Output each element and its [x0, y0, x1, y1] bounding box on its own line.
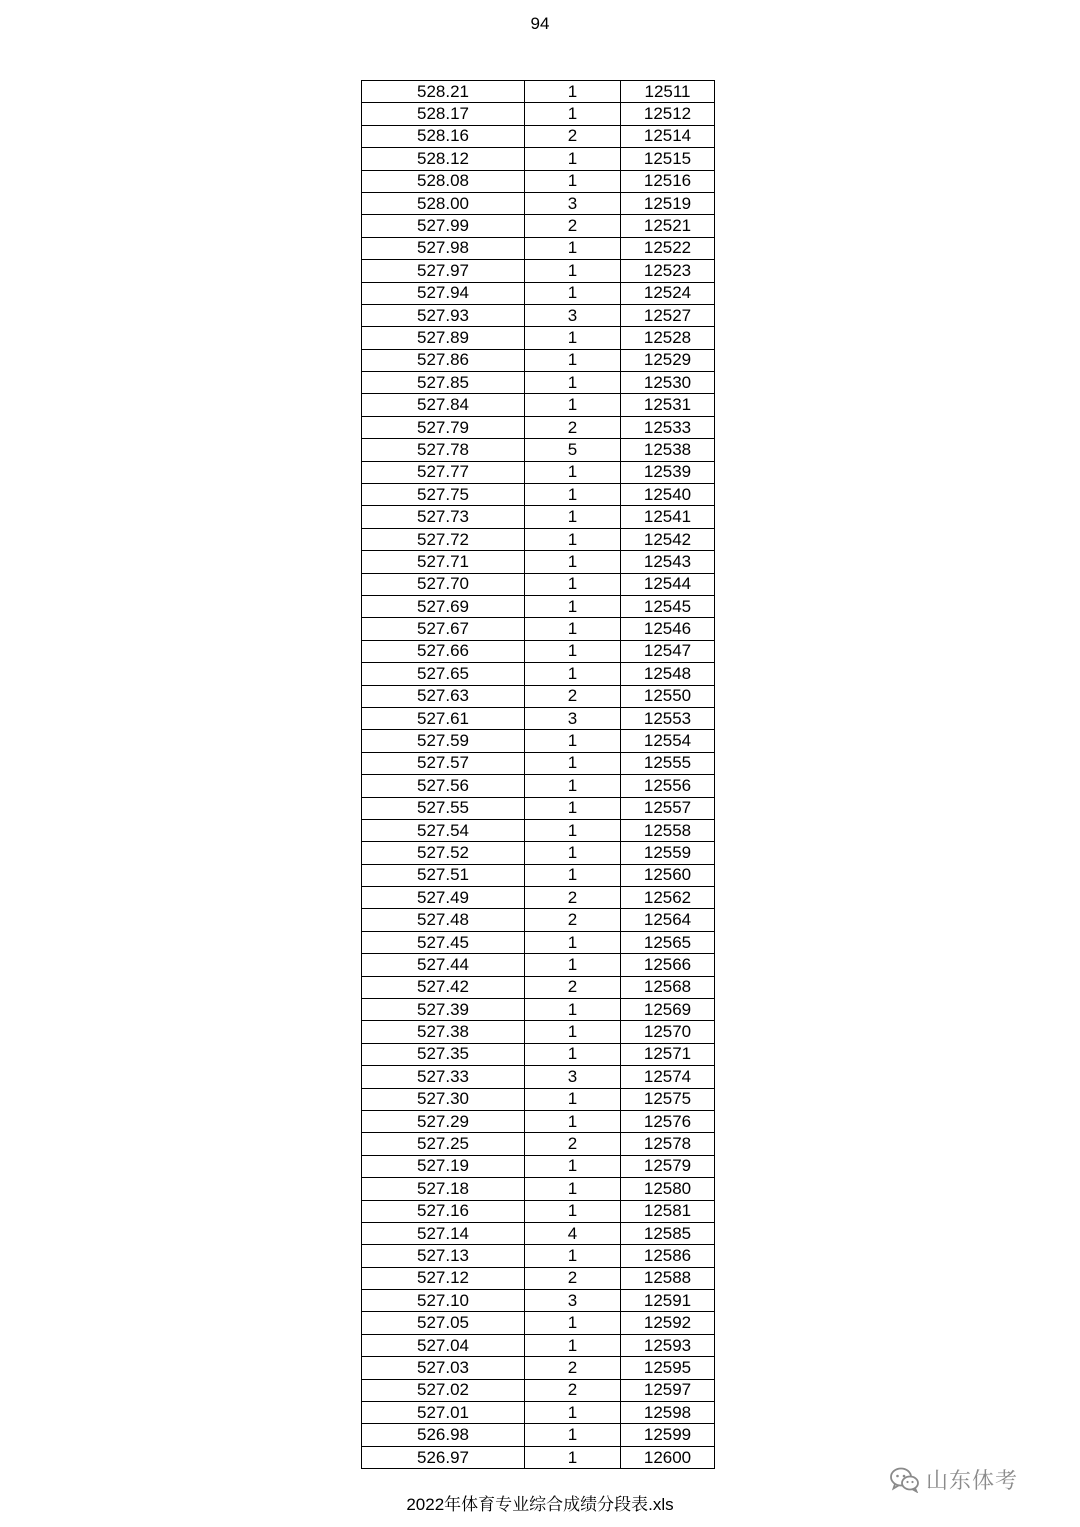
- table-row: [362, 1357, 715, 1379]
- cumulative-cell: 12565: [621, 931, 715, 953]
- cumulative-cell: 12516: [621, 170, 715, 192]
- cumulative-cell: 12514: [621, 125, 715, 147]
- cumulative-cell: 12545: [621, 595, 715, 617]
- count-cell: 1: [525, 1178, 621, 1200]
- score-cell: 527.12: [362, 1267, 525, 1289]
- count-cell: 1: [525, 1200, 621, 1222]
- table-row: [362, 1066, 715, 1088]
- count-cell: 1: [525, 461, 621, 483]
- table-row: [362, 864, 715, 886]
- table-row: [362, 573, 715, 595]
- score-cell: 526.98: [362, 1424, 525, 1446]
- table-row: [362, 1267, 715, 1289]
- cumulative-cell: 12585: [621, 1222, 715, 1244]
- table-row: [362, 707, 715, 729]
- cumulative-cell: 12554: [621, 730, 715, 752]
- cumulative-cell: 12562: [621, 887, 715, 909]
- table-row: [362, 909, 715, 931]
- cumulative-cell: 12519: [621, 192, 715, 214]
- count-cell: 1: [525, 506, 621, 528]
- score-cell: 527.48: [362, 909, 525, 931]
- score-cell: 527.39: [362, 999, 525, 1021]
- score-cell: 527.93: [362, 304, 525, 326]
- file-name-footer: 2022年体育专业综合成绩分段表.xls: [406, 1495, 674, 1514]
- cumulative-cell: 12531: [621, 394, 715, 416]
- count-cell: 1: [525, 819, 621, 841]
- table-row: [362, 595, 715, 617]
- count-cell: 1: [525, 864, 621, 886]
- cumulative-cell: 12564: [621, 909, 715, 931]
- cumulative-cell: 12595: [621, 1357, 715, 1379]
- score-cell: 527.70: [362, 573, 525, 595]
- cumulative-cell: 12511: [621, 81, 715, 103]
- table-row: [362, 237, 715, 259]
- cumulative-cell: 12592: [621, 1312, 715, 1334]
- table-row: [362, 1424, 715, 1446]
- cumulative-cell: 12569: [621, 999, 715, 1021]
- cumulative-cell: 12555: [621, 752, 715, 774]
- table-row: [362, 685, 715, 707]
- score-cell: 527.29: [362, 1110, 525, 1132]
- cumulative-cell: 12586: [621, 1245, 715, 1267]
- score-cell: 527.94: [362, 282, 525, 304]
- cumulative-cell: 12579: [621, 1155, 715, 1177]
- count-cell: 1: [525, 81, 621, 103]
- score-cell: 527.42: [362, 976, 525, 998]
- count-cell: 1: [525, 372, 621, 394]
- score-cell: 527.02: [362, 1379, 525, 1401]
- count-cell: 1: [525, 1021, 621, 1043]
- score-cell: 527.66: [362, 640, 525, 662]
- score-cell: 527.03: [362, 1357, 525, 1379]
- table-row: [362, 797, 715, 819]
- table-row: [362, 887, 715, 909]
- count-cell: 1: [525, 842, 621, 864]
- count-cell: 1: [525, 752, 621, 774]
- score-cell: 527.72: [362, 528, 525, 550]
- count-cell: 1: [525, 484, 621, 506]
- cumulative-cell: 12576: [621, 1110, 715, 1132]
- score-cell: 527.14: [362, 1222, 525, 1244]
- score-table-body: [362, 81, 715, 1469]
- cumulative-cell: 12558: [621, 819, 715, 841]
- cumulative-cell: 12527: [621, 304, 715, 326]
- watermark: [890, 1464, 1018, 1495]
- count-cell: 1: [525, 954, 621, 976]
- table-row: [362, 528, 715, 550]
- table-row: [362, 1402, 715, 1424]
- table-row: [362, 775, 715, 797]
- cumulative-cell: 12522: [621, 237, 715, 259]
- table-row: [362, 349, 715, 371]
- count-cell: 1: [525, 1312, 621, 1334]
- cumulative-cell: 12544: [621, 573, 715, 595]
- table-row: [362, 640, 715, 662]
- count-cell: 1: [525, 237, 621, 259]
- cumulative-cell: 12566: [621, 954, 715, 976]
- count-cell: 1: [525, 148, 621, 170]
- table-row: [362, 506, 715, 528]
- score-cell: 527.86: [362, 349, 525, 371]
- table-row: [362, 304, 715, 326]
- cumulative-cell: 12530: [621, 372, 715, 394]
- wechat-icon: [890, 1467, 920, 1493]
- cumulative-cell: 12542: [621, 528, 715, 550]
- score-cell: 527.89: [362, 327, 525, 349]
- score-cell: 527.45: [362, 931, 525, 953]
- table-row: [362, 663, 715, 685]
- table-row: [362, 618, 715, 640]
- cumulative-cell: 12524: [621, 282, 715, 304]
- count-cell: 1: [525, 1245, 621, 1267]
- cumulative-cell: 12512: [621, 103, 715, 125]
- cumulative-cell: 12529: [621, 349, 715, 371]
- score-cell: 527.55: [362, 797, 525, 819]
- score-cell: 528.17: [362, 103, 525, 125]
- count-cell: 2: [525, 909, 621, 931]
- table-row: [362, 1312, 715, 1334]
- score-cell: 527.71: [362, 551, 525, 573]
- table-row: [362, 215, 715, 237]
- count-cell: 1: [525, 999, 621, 1021]
- score-cell: 527.10: [362, 1290, 525, 1312]
- count-cell: 3: [525, 192, 621, 214]
- score-cell: 527.99: [362, 215, 525, 237]
- score-cell: 527.73: [362, 506, 525, 528]
- score-cell: 527.52: [362, 842, 525, 864]
- cumulative-cell: 12528: [621, 327, 715, 349]
- score-cell: 527.01: [362, 1402, 525, 1424]
- score-cell: 527.98: [362, 237, 525, 259]
- cumulative-cell: 12523: [621, 260, 715, 282]
- table-row: [362, 1245, 715, 1267]
- score-cell: 527.54: [362, 819, 525, 841]
- table-row: [362, 1088, 715, 1110]
- cumulative-cell: 12588: [621, 1267, 715, 1289]
- cumulative-cell: 12557: [621, 797, 715, 819]
- count-cell: 1: [525, 528, 621, 550]
- score-cell: 527.04: [362, 1334, 525, 1356]
- cumulative-cell: 12533: [621, 416, 715, 438]
- count-cell: 2: [525, 1379, 621, 1401]
- score-cell: 527.67: [362, 618, 525, 640]
- score-cell: 527.33: [362, 1066, 525, 1088]
- cumulative-cell: 12556: [621, 775, 715, 797]
- count-cell: 1: [525, 640, 621, 662]
- count-cell: 2: [525, 125, 621, 147]
- table-row: [362, 1222, 715, 1244]
- table-row: [362, 148, 715, 170]
- score-cell: 528.16: [362, 125, 525, 147]
- count-cell: 1: [525, 1446, 621, 1468]
- score-cell: 527.05: [362, 1312, 525, 1334]
- table-row: [362, 103, 715, 125]
- count-cell: 2: [525, 976, 621, 998]
- count-cell: 4: [525, 1222, 621, 1244]
- table-row: [362, 394, 715, 416]
- table-row: [362, 1200, 715, 1222]
- score-cell: 527.97: [362, 260, 525, 282]
- cumulative-cell: 12578: [621, 1133, 715, 1155]
- count-cell: 1: [525, 1043, 621, 1065]
- score-cell: 527.69: [362, 595, 525, 617]
- count-cell: 1: [525, 931, 621, 953]
- score-cell: 527.30: [362, 1088, 525, 1110]
- score-cell: 527.51: [362, 864, 525, 886]
- count-cell: 2: [525, 1357, 621, 1379]
- count-cell: 1: [525, 618, 621, 640]
- table-row: [362, 192, 715, 214]
- table-row: [362, 81, 715, 103]
- table-row: [362, 730, 715, 752]
- score-cell: 527.63: [362, 685, 525, 707]
- table-row: [362, 842, 715, 864]
- count-cell: 1: [525, 103, 621, 125]
- score-cell: 527.18: [362, 1178, 525, 1200]
- score-cell: 527.35: [362, 1043, 525, 1065]
- count-cell: 5: [525, 439, 621, 461]
- cumulative-cell: 12591: [621, 1290, 715, 1312]
- score-cell: 527.79: [362, 416, 525, 438]
- table-row: [362, 439, 715, 461]
- count-cell: 1: [525, 394, 621, 416]
- table-row: [362, 1133, 715, 1155]
- count-cell: 1: [525, 170, 621, 192]
- score-cell: 527.84: [362, 394, 525, 416]
- table-row: [362, 1379, 715, 1401]
- count-cell: 1: [525, 775, 621, 797]
- count-cell: 1: [525, 349, 621, 371]
- score-cell: 527.44: [362, 954, 525, 976]
- cumulative-cell: 12550: [621, 685, 715, 707]
- cumulative-cell: 12538: [621, 439, 715, 461]
- table-row: [362, 1334, 715, 1356]
- cumulative-cell: 12580: [621, 1178, 715, 1200]
- count-cell: 2: [525, 685, 621, 707]
- count-cell: 2: [525, 215, 621, 237]
- table-row: [362, 416, 715, 438]
- cumulative-cell: 12568: [621, 976, 715, 998]
- score-cell: 526.97: [362, 1446, 525, 1468]
- score-cell: 527.59: [362, 730, 525, 752]
- table-row: [362, 282, 715, 304]
- count-cell: 1: [525, 797, 621, 819]
- table-row: [362, 170, 715, 192]
- table-row: [362, 1043, 715, 1065]
- table-row: [362, 819, 715, 841]
- table-row: [362, 260, 715, 282]
- table-row: [362, 1021, 715, 1043]
- cumulative-cell: 12559: [621, 842, 715, 864]
- count-cell: 1: [525, 551, 621, 573]
- cumulative-cell: 12548: [621, 663, 715, 685]
- table-row: [362, 1446, 715, 1468]
- score-cell: 527.65: [362, 663, 525, 685]
- table-row: [362, 752, 715, 774]
- count-cell: 1: [525, 1402, 621, 1424]
- score-table: [361, 80, 715, 1469]
- score-cell: 527.78: [362, 439, 525, 461]
- cumulative-cell: 12547: [621, 640, 715, 662]
- score-cell: 527.57: [362, 752, 525, 774]
- count-cell: 3: [525, 1290, 621, 1312]
- score-cell: 527.13: [362, 1245, 525, 1267]
- count-cell: 1: [525, 1155, 621, 1177]
- table-row: [362, 372, 715, 394]
- score-cell: 528.00: [362, 192, 525, 214]
- cumulative-cell: 12570: [621, 1021, 715, 1043]
- cumulative-cell: 12521: [621, 215, 715, 237]
- cumulative-cell: 12560: [621, 864, 715, 886]
- count-cell: 1: [525, 573, 621, 595]
- table-row: [362, 125, 715, 147]
- cumulative-cell: 12571: [621, 1043, 715, 1065]
- count-cell: 2: [525, 416, 621, 438]
- cumulative-cell: 12540: [621, 484, 715, 506]
- score-cell: 528.12: [362, 148, 525, 170]
- score-cell: 527.75: [362, 484, 525, 506]
- count-cell: 2: [525, 1267, 621, 1289]
- score-cell: 527.77: [362, 461, 525, 483]
- score-cell: 528.08: [362, 170, 525, 192]
- cumulative-cell: 12546: [621, 618, 715, 640]
- cumulative-cell: 12541: [621, 506, 715, 528]
- cumulative-cell: 12543: [621, 551, 715, 573]
- count-cell: 2: [525, 1133, 621, 1155]
- score-cell: 527.38: [362, 1021, 525, 1043]
- score-cell: 527.49: [362, 887, 525, 909]
- score-cell: 527.16: [362, 1200, 525, 1222]
- table-row: [362, 1155, 715, 1177]
- score-cell: 527.56: [362, 775, 525, 797]
- count-cell: 1: [525, 1334, 621, 1356]
- cumulative-cell: 12593: [621, 1334, 715, 1356]
- count-cell: 3: [525, 304, 621, 326]
- table-row: [362, 461, 715, 483]
- cumulative-cell: 12574: [621, 1066, 715, 1088]
- table-row: [362, 954, 715, 976]
- count-cell: 3: [525, 707, 621, 729]
- table-row: [362, 1178, 715, 1200]
- table-row: [362, 327, 715, 349]
- count-cell: 1: [525, 327, 621, 349]
- score-cell: 527.85: [362, 372, 525, 394]
- cumulative-cell: 12581: [621, 1200, 715, 1222]
- table-row: [362, 1110, 715, 1132]
- cumulative-cell: 12597: [621, 1379, 715, 1401]
- cumulative-cell: 12515: [621, 148, 715, 170]
- score-cell: 527.61: [362, 707, 525, 729]
- watermark-text: 山东体考: [926, 1468, 1019, 1493]
- table-row: [362, 931, 715, 953]
- table-row: [362, 551, 715, 573]
- cumulative-cell: 12553: [621, 707, 715, 729]
- count-cell: 1: [525, 260, 621, 282]
- count-cell: 1: [525, 1088, 621, 1110]
- table-row: [362, 976, 715, 998]
- count-cell: 1: [525, 282, 621, 304]
- cumulative-cell: 12598: [621, 1402, 715, 1424]
- count-cell: 1: [525, 595, 621, 617]
- count-cell: 3: [525, 1066, 621, 1088]
- score-cell: 528.21: [362, 81, 525, 103]
- table-row: [362, 484, 715, 506]
- count-cell: 1: [525, 730, 621, 752]
- count-cell: 2: [525, 887, 621, 909]
- table-row: [362, 999, 715, 1021]
- cumulative-cell: 12539: [621, 461, 715, 483]
- page-number: 94: [530, 14, 550, 33]
- count-cell: 1: [525, 1424, 621, 1446]
- count-cell: 1: [525, 1110, 621, 1132]
- cumulative-cell: 12600: [621, 1446, 715, 1468]
- count-cell: 1: [525, 663, 621, 685]
- score-cell: 527.19: [362, 1155, 525, 1177]
- table-row: [362, 1290, 715, 1312]
- cumulative-cell: 12575: [621, 1088, 715, 1110]
- cumulative-cell: 12599: [621, 1424, 715, 1446]
- score-cell: 527.25: [362, 1133, 525, 1155]
